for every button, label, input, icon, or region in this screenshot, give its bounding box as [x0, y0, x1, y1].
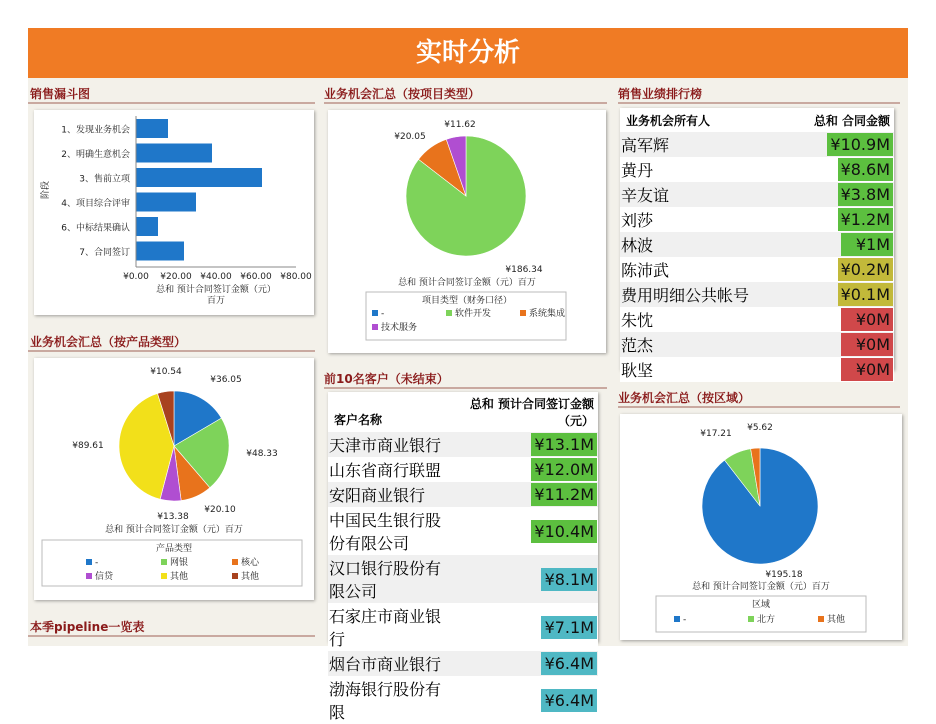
funnel-bar	[136, 242, 184, 261]
pie-value-label: ¥89.61	[72, 441, 104, 451]
ranking-panel	[620, 108, 894, 380]
ranking-row	[620, 232, 894, 257]
divider	[28, 635, 315, 637]
pie-legend-swatch	[818, 616, 824, 622]
customer-name-cell: 烟台市商业银行	[329, 655, 442, 674]
funnel-x-tick: ¥20.00	[160, 272, 192, 282]
ranking-row	[620, 307, 894, 332]
customer-row	[328, 603, 598, 651]
funnel-x-tick: ¥60.00	[240, 272, 272, 282]
pie-legend-label: 其他	[170, 572, 189, 582]
pie-value-label: ¥10.54	[150, 367, 182, 377]
ranking-value-badge: ¥0.1M	[838, 283, 893, 306]
customer-value-badge: ¥11.2M	[531, 483, 597, 506]
ranking-value-badge: ¥0.2M	[838, 258, 893, 281]
customers-col-name: 客户名称	[334, 413, 383, 427]
divider	[28, 102, 315, 104]
divider	[618, 406, 900, 408]
pie-legend-label: 其他	[827, 615, 846, 625]
funnel-bar	[136, 193, 196, 212]
funnel-category-label: 2、明确生意机会	[61, 150, 130, 160]
customer-row	[328, 507, 598, 555]
divider	[324, 387, 607, 389]
customer-name-cell: 汉口银行股份有限公司	[329, 559, 442, 601]
customer-name-cell: 中国民生银行股份有限公司	[329, 511, 442, 553]
customer-value-badge: ¥10.4M	[531, 520, 597, 543]
funnel-x-axis-unit: 百万	[206, 296, 226, 306]
pie-legend-label: -	[95, 558, 99, 568]
customer-value-cell	[450, 651, 598, 676]
funnel-chart-panel	[34, 110, 314, 315]
region-pie-panel	[620, 414, 902, 640]
pie-legend-title: 产品类型	[155, 544, 193, 554]
ranking-table	[620, 108, 894, 382]
ranking-value-badge: ¥0M	[841, 333, 893, 356]
customer-name-cell: 山东省商行联盟	[329, 461, 442, 480]
ranking-value-badge: ¥0M	[841, 358, 893, 381]
ranking-name-cell: 朱忱	[621, 311, 654, 330]
funnel-bar	[136, 119, 168, 138]
pie-legend-label: -	[683, 615, 687, 625]
pie-value-label: ¥186.34	[505, 265, 543, 275]
customer-name-cell: 渤海银行股份有限	[329, 680, 442, 722]
ranking-name-cell: 范杰	[621, 336, 654, 355]
pie-legend-label: 系统集成	[529, 309, 566, 319]
project-section-title: 业务机会汇总（按项目类型）	[324, 87, 481, 101]
ranking-name-cell: 林波	[621, 236, 654, 255]
customer-row	[328, 432, 598, 457]
pie-value-label: ¥11.62	[444, 120, 476, 130]
ranking-value-cell	[786, 282, 894, 307]
region-pie-chart	[620, 414, 902, 640]
pie-value-label: ¥5.62	[747, 423, 773, 433]
customer-value-badge: ¥6.4M	[541, 689, 597, 712]
customer-row	[328, 555, 598, 603]
funnel-bar-chart	[34, 110, 314, 315]
pie-legend-title: 区域	[751, 600, 771, 610]
product-pie-chart	[34, 358, 314, 600]
ranking-name-cell: 黄丹	[621, 161, 654, 180]
customer-row	[328, 482, 598, 507]
ranking-name-cell: 刘莎	[621, 211, 654, 230]
pie-axis-title: 总和 预计合同签订金额（元）百万	[692, 582, 830, 592]
ranking-name-cell: 费用明细公共帐号	[621, 286, 750, 305]
product-section-title: 业务机会汇总（按产品类型）	[30, 335, 187, 349]
customer-row	[328, 676, 598, 724]
funnel-y-axis-title: 阶段	[41, 180, 51, 200]
ranking-row	[620, 207, 894, 232]
ranking-value-cell	[786, 257, 894, 282]
funnel-x-axis-title: 总和 预计合同签订金额（元）	[156, 285, 276, 295]
customer-value-cell	[450, 676, 598, 724]
divider	[324, 102, 607, 104]
funnel-category-label: 6、中标结果确认	[61, 223, 130, 234]
ranking-row	[620, 357, 894, 382]
pie-value-label: ¥48.33	[246, 449, 278, 459]
pie-legend-swatch	[520, 310, 526, 316]
ranking-row	[620, 257, 894, 282]
region-section-title: 业务机会汇总（按区域）	[618, 391, 751, 405]
pie-legend-swatch	[372, 310, 378, 316]
pie-legend-swatch	[748, 616, 754, 622]
ranking-value-badge: ¥10.9M	[827, 133, 893, 156]
customers-table	[328, 392, 598, 724]
pie-legend-label: 软件开发	[455, 309, 492, 319]
ranking-row	[620, 157, 894, 182]
pie-legend-swatch	[446, 310, 452, 316]
ranking-row	[620, 332, 894, 357]
customer-value-cell	[450, 603, 598, 651]
funnel-bar	[136, 144, 212, 163]
pie-legend-label: 信贷	[95, 572, 114, 582]
ranking-row	[620, 282, 894, 307]
customer-name-cell: 石家庄市商业银行	[329, 607, 442, 649]
pie-legend-swatch	[86, 559, 92, 565]
pie-legend-label: 其他	[241, 572, 260, 582]
customer-name-cell: 安阳商业银行	[329, 486, 426, 505]
pie-legend-swatch	[674, 616, 680, 622]
ranking-col-amount: 总和 合同金额	[813, 113, 890, 128]
customer-value-cell	[450, 482, 598, 507]
pie-value-label: ¥195.18	[765, 570, 803, 580]
pie-legend-swatch	[86, 573, 92, 579]
ranking-value-cell	[786, 182, 894, 207]
pie-legend-swatch	[161, 559, 167, 565]
pie-value-label: ¥20.10	[204, 505, 236, 515]
pie-value-label: ¥36.05	[210, 375, 242, 385]
funnel-section-title: 销售漏斗图	[30, 87, 91, 101]
customer-value-badge: ¥8.1M	[541, 568, 597, 591]
customer-name-cell: 天津市商业银行	[329, 436, 442, 455]
ranking-value-badge: ¥0M	[841, 308, 893, 331]
pie-legend-swatch	[161, 573, 167, 579]
customer-value-badge: ¥6.4M	[541, 652, 597, 675]
funnel-x-tick: ¥40.00	[200, 272, 232, 282]
ranking-name-cell: 耿坚	[621, 361, 654, 380]
funnel-x-tick: ¥0.00	[123, 272, 149, 282]
ranking-value-badge: ¥3.8M	[838, 183, 893, 206]
customer-value-cell	[450, 555, 598, 603]
divider	[618, 102, 900, 104]
ranking-name-cell: 陈沛武	[621, 261, 670, 280]
product-pie-panel	[34, 358, 314, 600]
funnel-bar	[136, 168, 262, 187]
customer-value-badge: ¥12.0M	[531, 458, 597, 481]
ranking-row	[620, 132, 894, 157]
funnel-category-label: 3、售前立项	[79, 174, 130, 185]
customer-row	[328, 457, 598, 482]
pie-value-label: ¥20.05	[394, 132, 426, 142]
customer-value-cell	[450, 457, 598, 482]
pie-legend-label: 技术服务	[381, 323, 418, 333]
divider	[28, 350, 315, 352]
ranking-value-cell	[786, 232, 894, 257]
funnel-category-label: 4、项目综合评审	[61, 199, 130, 209]
customer-value-cell	[450, 432, 598, 457]
customer-value-badge: ¥13.1M	[531, 433, 597, 456]
pie-legend-label: 北方	[757, 615, 776, 625]
customers-panel	[328, 392, 598, 722]
funnel-bar	[136, 217, 158, 236]
pie-axis-title: 总和 预计合同签订金额（元）百万	[105, 525, 243, 535]
pie-legend-label: 网银	[170, 558, 189, 568]
project-pie-chart	[328, 110, 606, 353]
ranking-value-cell	[786, 132, 894, 157]
ranking-value-cell	[786, 207, 894, 232]
ranking-value-badge: ¥1.2M	[838, 208, 893, 231]
customers-section-title: 前10名客户（未结束）	[324, 372, 449, 386]
ranking-section-title: 销售业绩排行榜	[618, 87, 703, 101]
pie-legend-swatch	[232, 573, 238, 579]
ranking-value-cell	[786, 357, 894, 382]
customer-value-cell	[450, 507, 598, 555]
ranking-value-cell	[786, 307, 894, 332]
ranking-value-badge: ¥8.6M	[838, 158, 893, 181]
pie-value-label: ¥17.21	[700, 429, 732, 439]
funnel-x-tick: ¥80.00	[280, 272, 312, 282]
customers-col-amount: 总和 预计合同签订金额（元）	[469, 397, 594, 428]
pie-legend-label: 核心	[241, 558, 260, 568]
ranking-value-cell	[786, 157, 894, 182]
ranking-name-cell: 辛友谊	[621, 186, 670, 205]
ranking-col-owner: 业务机会所有人	[626, 113, 711, 128]
customer-value-badge: ¥7.1M	[541, 616, 597, 639]
funnel-category-label: 1、发现业务机会	[61, 125, 130, 136]
pie-legend-label: -	[381, 309, 385, 319]
dashboard-banner: 实时分析	[28, 28, 908, 78]
ranking-value-badge: ¥1M	[841, 233, 893, 256]
ranking-name-cell: 高军辉	[621, 136, 670, 155]
ranking-value-cell	[786, 332, 894, 357]
pipeline-section-title: 本季pipeline一览表	[30, 620, 145, 634]
funnel-category-label: 7、合同签订	[79, 248, 130, 258]
pie-legend-swatch	[372, 324, 378, 330]
pie-legend-swatch	[232, 559, 238, 565]
customer-row	[328, 651, 598, 676]
pie-value-label: ¥13.38	[157, 512, 189, 522]
pie-axis-title: 总和 预计合同签订金额（元）百万	[398, 278, 536, 288]
project-pie-panel	[328, 110, 606, 353]
pie-legend-title: 项目类型（财务口径）	[421, 296, 513, 306]
ranking-row	[620, 182, 894, 207]
